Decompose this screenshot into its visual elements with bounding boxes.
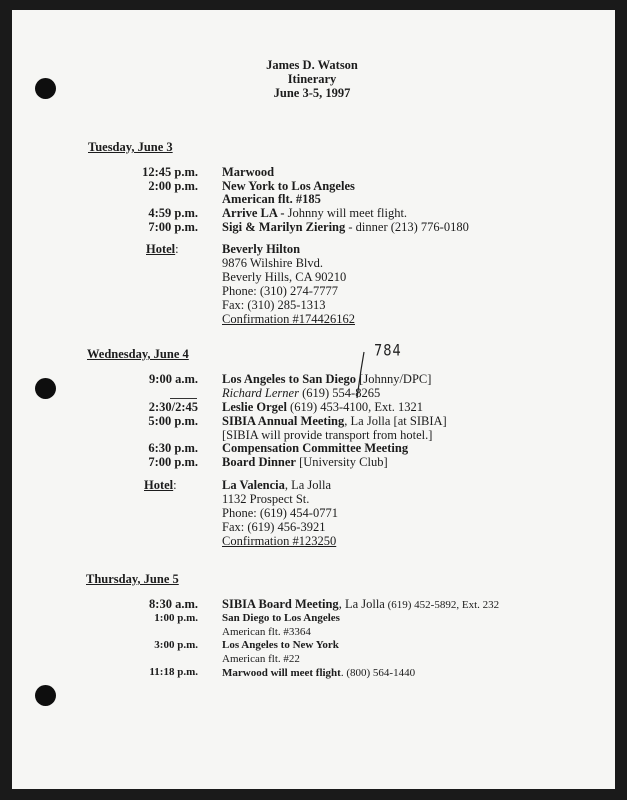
- itinerary-item: Los Angeles to San Diego [Johnny/DPC]: [222, 372, 432, 386]
- punch-hole: [35, 685, 56, 706]
- itinerary-note: [SIBIA will provide transport from hotel.]: [222, 428, 433, 442]
- hotel-address: 9876 Wilshire Blvd.: [222, 256, 324, 270]
- hotel-label: Hotel:: [144, 478, 177, 492]
- hotel-phone: Phone: (619) 454-0771: [222, 506, 338, 520]
- hotel-city: Beverly Hills, CA 90210: [222, 270, 347, 284]
- hotel-confirmation: Confirmation #174426162: [222, 312, 355, 326]
- itinerary-item: Board Dinner [University Club]: [222, 455, 388, 469]
- item-time: 12:45 p.m.: [142, 165, 198, 179]
- item-time: 7:00 p.m.: [148, 220, 198, 234]
- itinerary-item: Arrive LA - Johnny will meet flight.: [222, 206, 408, 220]
- item-time: 3:00 p.m.: [154, 639, 198, 651]
- item-time: 2:00 p.m.: [148, 179, 198, 193]
- item-time: 6:30 p.m.: [148, 441, 198, 455]
- item-time: 8:30 a.m.: [149, 597, 198, 611]
- hotel-name: La Valencia, La Jolla: [222, 478, 332, 492]
- item-time: 11:18 p.m.: [149, 666, 198, 678]
- document-header: [12, 58, 612, 100]
- itinerary-item: Compensation Committee Meeting: [222, 441, 409, 455]
- itinerary-item: Marwood will meet flight. (800) 564-1440: [222, 667, 416, 679]
- item-time: 2:30/2:45: [148, 400, 198, 414]
- itinerary-item: SIBIA Annual Meeting, La Jolla [at SIBIA]: [222, 414, 447, 428]
- section-title-wednesday: Wednesday, June 4: [87, 347, 189, 361]
- item-time: 7:00 p.m.: [148, 455, 198, 469]
- item-time: 4:59 p.m.: [148, 206, 198, 220]
- header-title: Itinerary: [287, 72, 337, 86]
- punch-hole: [35, 378, 56, 399]
- itinerary-item: New York to Los Angeles: [222, 179, 355, 193]
- item-time: 9:00 a.m.: [149, 372, 198, 386]
- itinerary-item: Marwood: [222, 165, 275, 179]
- handwritten-annotation: 784: [374, 342, 402, 361]
- hotel-name: Beverly Hilton: [222, 242, 301, 256]
- itinerary-item: Sigi & Marilyn Ziering - dinner (213) 776-0180: [222, 220, 469, 234]
- itinerary-item: San Diego to Los Angeles: [222, 612, 340, 624]
- itinerary-item: SIBIA Board Meeting, La Jolla (619) 452-5892, Ext. 232: [222, 597, 500, 611]
- flight-number: American flt. #3364: [222, 626, 311, 638]
- header-name: James D. Watson: [266, 58, 358, 72]
- hotel-label: Hotel:: [146, 242, 179, 256]
- hotel-fax: Fax: (310) 285-1313: [222, 298, 326, 312]
- itinerary-item: American flt. #185: [222, 192, 321, 206]
- itinerary-item: Leslie Orgel (619) 453-4100, Ext. 1321: [222, 400, 424, 414]
- hotel-phone: Phone: (310) 274-7777: [222, 284, 338, 298]
- blank-time-line: [170, 398, 197, 399]
- section-title-tuesday: Tuesday, June 3: [88, 140, 173, 154]
- item-time: 1:00 p.m.: [154, 612, 198, 624]
- hotel-fax: Fax: (619) 456-3921: [222, 520, 326, 534]
- hotel-address: 1132 Prospect St.: [222, 492, 310, 506]
- document-page: [12, 10, 615, 789]
- item-time: 5:00 p.m.: [148, 414, 198, 428]
- hotel-confirmation: Confirmation #123250: [222, 534, 337, 548]
- itinerary-item: Richard Lerner (619) 554-8265: [222, 386, 381, 400]
- header-dates: June 3-5, 1997: [273, 86, 351, 100]
- section-title-thursday: Thursday, June 5: [86, 572, 179, 586]
- itinerary-item: Los Angeles to New York: [222, 639, 339, 651]
- flight-number: American flt. #22: [222, 653, 300, 665]
